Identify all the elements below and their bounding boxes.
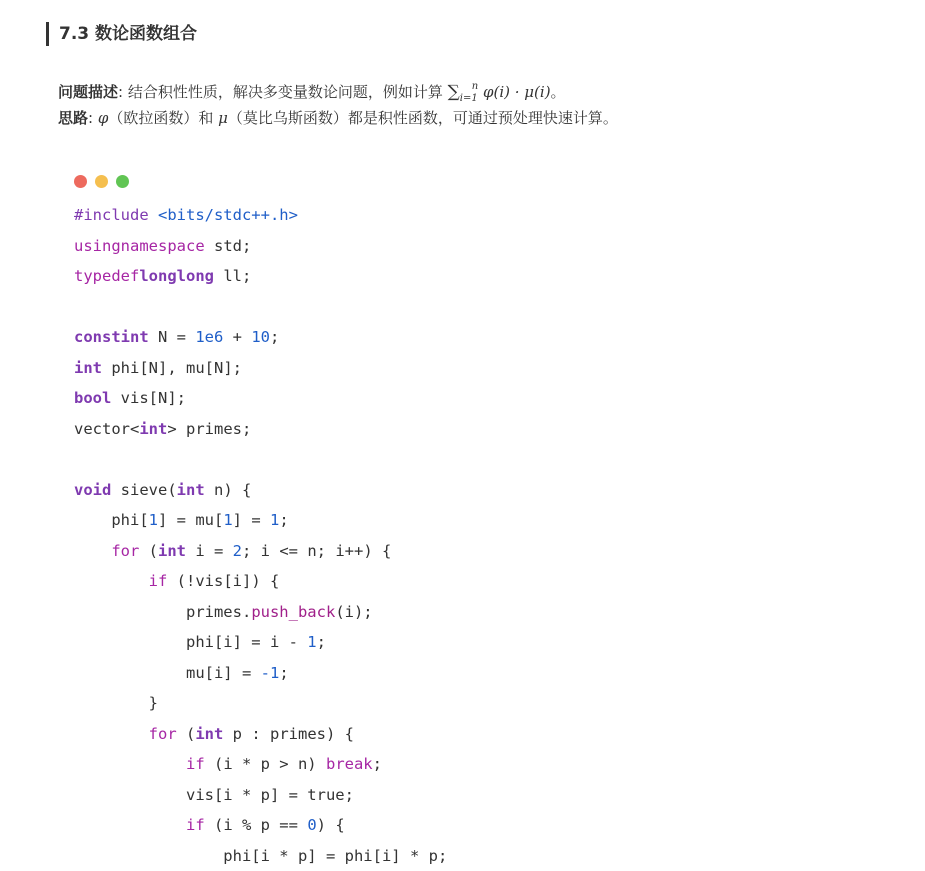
code-line: phi[1] = mu[1] = 1; [74, 511, 289, 529]
colon: : [118, 83, 124, 101]
problem-text: 结合积性性质，解决多变量数论问题，例如计算 [127, 83, 443, 101]
problem-label: 问题描述 [58, 83, 119, 101]
code-line: phi[i * p] = phi[i] * p; [74, 846, 448, 865]
sum-lower: i=1 [459, 93, 478, 104]
period: 。 [550, 83, 566, 101]
code-line: mu[i] = -1; [74, 663, 289, 682]
code-line: void sieve(int n) { [74, 480, 252, 499]
code-line: #include <bits/stdc++.h> [74, 206, 298, 224]
code-line: usingnamespace std; [74, 236, 252, 255]
code-line: constint N = 1e6 + 10; [74, 328, 280, 346]
code-block [74, 170, 894, 871]
code-line: int phi[N], mu[N]; [74, 358, 242, 377]
code-line: vis[i * p] = true; [74, 785, 354, 804]
idea-label: 思路 [58, 109, 89, 127]
window-controls [74, 173, 137, 187]
sum-symbol: ∑ [447, 82, 460, 102]
idea-description [58, 106, 618, 130]
code-line: if (!vis[i]) { [148, 572, 280, 590]
code-line: phi[i] = i - 1; [74, 633, 326, 651]
idea-text-2: （莫比乌斯函数）都是积性函数，可通过预处理快速计算。 [227, 109, 618, 127]
code-line: for (int p : primes) { [148, 724, 354, 743]
code-line: if (i * p > n) break; [185, 755, 382, 773]
code-line: for (int i = 2; i <= n; i++) { [111, 541, 392, 560]
code-line-blank [74, 444, 447, 475]
maximize-dot-icon [116, 175, 129, 188]
minimize-dot-icon [95, 175, 108, 188]
section-heading: 7.3 数论函数组合 [46, 22, 197, 46]
code-lines [74, 200, 447, 871]
code-line: if (i % p == 0) { [185, 816, 345, 834]
code-line: bool vis[N]; [74, 389, 186, 407]
code-line: typedeflonglong ll; [74, 267, 252, 285]
phi-symbol: φ [97, 109, 109, 127]
idea-text-1: （欧拉函数）和 [108, 109, 214, 127]
sum-expression: φ(i) · μ(i) [482, 83, 551, 101]
code-line: vector<int> primes; [74, 419, 252, 438]
mu-symbol: μ [218, 109, 228, 127]
code-line-blank [74, 292, 447, 323]
problem-formula [447, 81, 551, 104]
code-line: } [74, 694, 158, 712]
code-line: primes.push_back(i); [74, 602, 373, 621]
sum-upper: n [471, 81, 479, 92]
colon: : [88, 109, 94, 127]
close-dot-icon [74, 175, 87, 188]
